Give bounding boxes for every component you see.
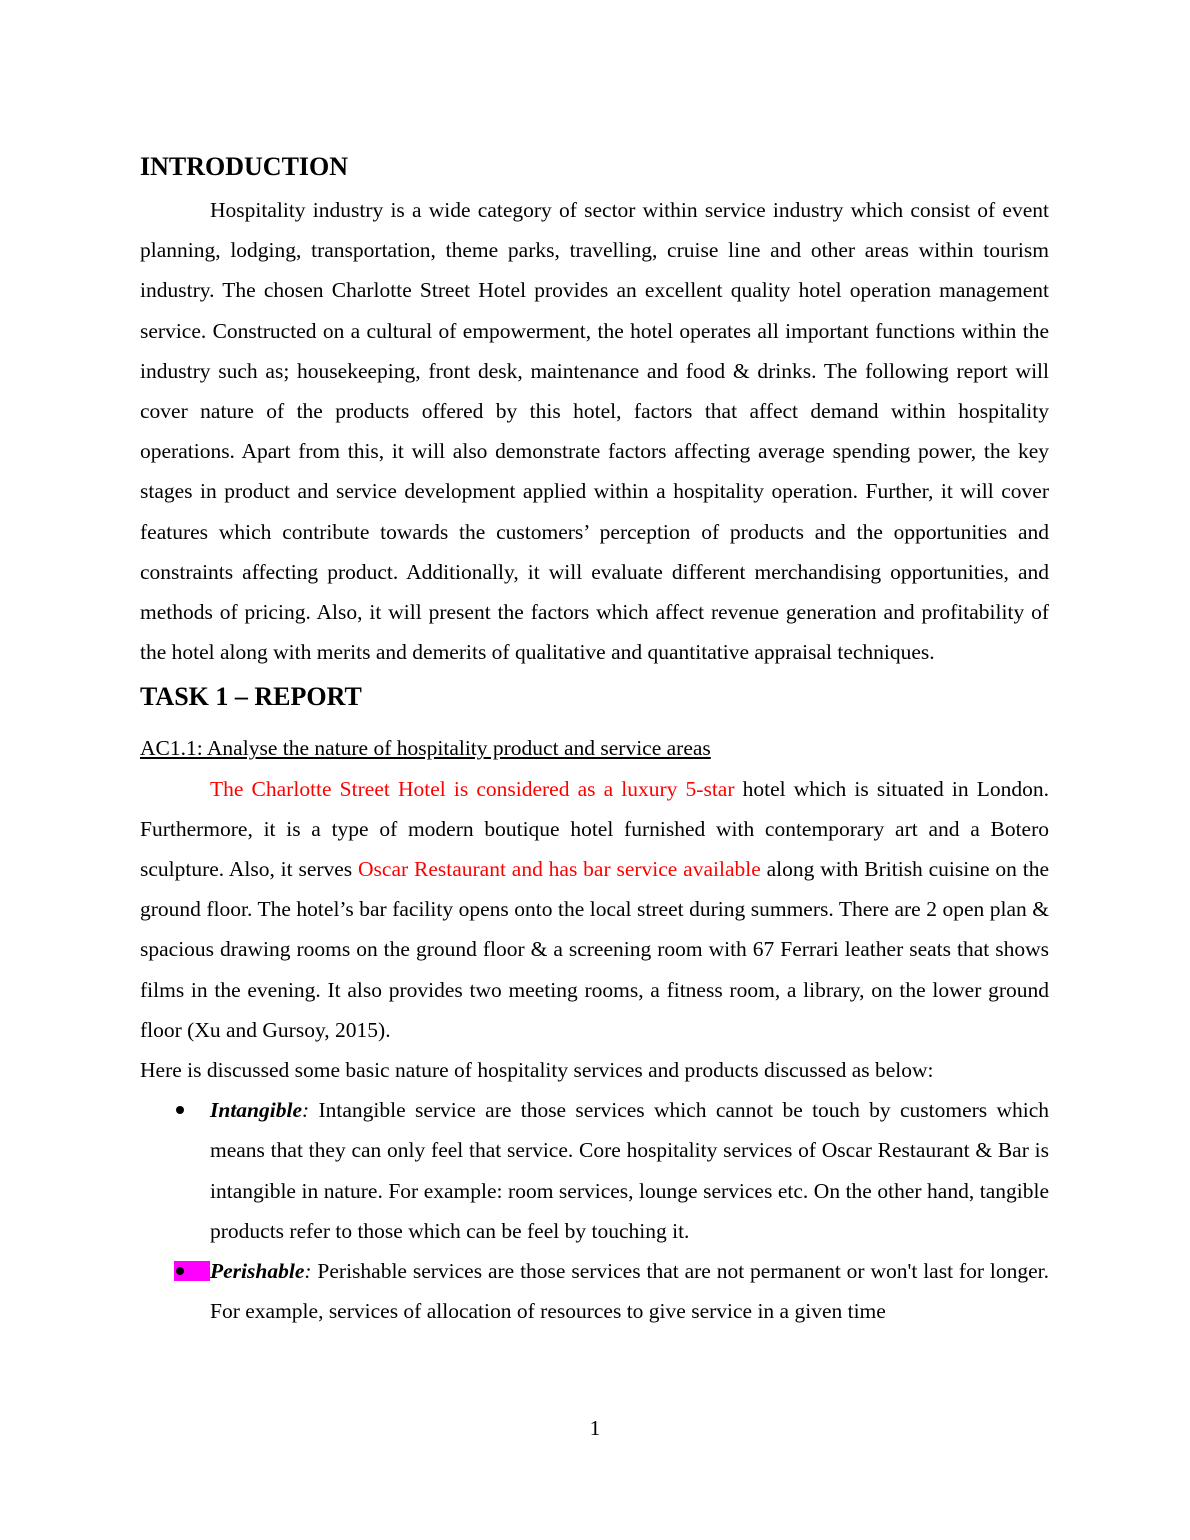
bullet-icon <box>176 1267 184 1275</box>
task-heading: TASK 1 – REPORT <box>140 682 362 712</box>
bullet-term: Perishable <box>210 1259 305 1284</box>
document-page <box>140 150 1049 1331</box>
paragraph-text: along with British cuisine on the ground floor. The hotel’s bar facility opens onto the local street during summers. There are 2 open plan & spacious drawing rooms on the ground floor & a screening room with 67 Ferrari leather seats that shows films in the evening. It also provides two meeting rooms, a fitness room, a library, on the lower ground floor (Xu and Gursoy, 2015). <box>140 857 1049 1042</box>
bullet-text: Intangible service are those services which cannot be touch by customers which means that they can only feel that service. Core hospitality services of Oscar Restaurant & Bar is intangible in nature. For example: room services, lounge services etc. On the other hand, tangible products refer to those which can be feel by touching it. <box>210 1098 1049 1243</box>
bullet-colon: : <box>304 1259 312 1284</box>
introduction-paragraph: Hospitality industry is a wide category of sector within service industry which consist of event planning, lodging, transportation, theme parks, travelling, cruise line and other areas within tourism industry. The chosen Charlotte Street Hotel provides an excellent quality hotel operation management service. Constructed on a cultural of empowerment, the hotel operates all important functions within the industry such as; housekeeping, front desk, maintenance and food & drinks. The following report will cover nature of the products offered by this hotel, factors that affect demand within hospitality operations. Apart from this, it will also demonstrate factors affecting average spending power, the key stages in product and service development applied within a hospitality operation. Further, it will cover features which contribute towards the customers’ perception of products and the opportunities and constraints affecting product. Additionally, it will evaluate different merchandising opportunities, and methods of pricing. Also, it will present the factors which affect revenue generation and profitability of the hotel along with merits and demerits of qualitative and quantitative appraisal techniques. <box>140 198 1049 665</box>
bullet-icon <box>176 1106 184 1114</box>
hotel-description-paragraph <box>140 769 1049 1050</box>
bullet-colon: : <box>302 1098 310 1123</box>
bullet-text: Perishable services are those services that are not permanent or won't last for longer. For example, services of allocation of resources to give service in a given time <box>210 1259 1049 1324</box>
highlight-red-text: The Charlotte Street Hotel is considered as a luxury 5-star <box>210 776 735 801</box>
introduction-heading: INTRODUCTION <box>140 152 349 181</box>
page-number: 1 <box>589 1416 601 1440</box>
paragraph-text: hotel which is situated in London. Furthermore, it is a type of modern boutique hotel furnished with contemporary art and a Botero sculpture. Also, it serves <box>140 776 1049 882</box>
list-item <box>140 1251 1049 1331</box>
list-item <box>140 1090 1049 1251</box>
lead-sentence: Here is discussed some basic nature of hospitality services and products discussed as below: <box>140 1058 934 1083</box>
ac-subheading: AC1.1: Analyse the nature of hospitality product and service areas <box>140 736 711 761</box>
highlight-mark <box>174 1261 210 1281</box>
bullet-list <box>140 1090 1049 1331</box>
bullet-term: Intangible <box>210 1098 302 1123</box>
highlight-red-text: Oscar Restaurant and has bar service available <box>358 857 761 882</box>
